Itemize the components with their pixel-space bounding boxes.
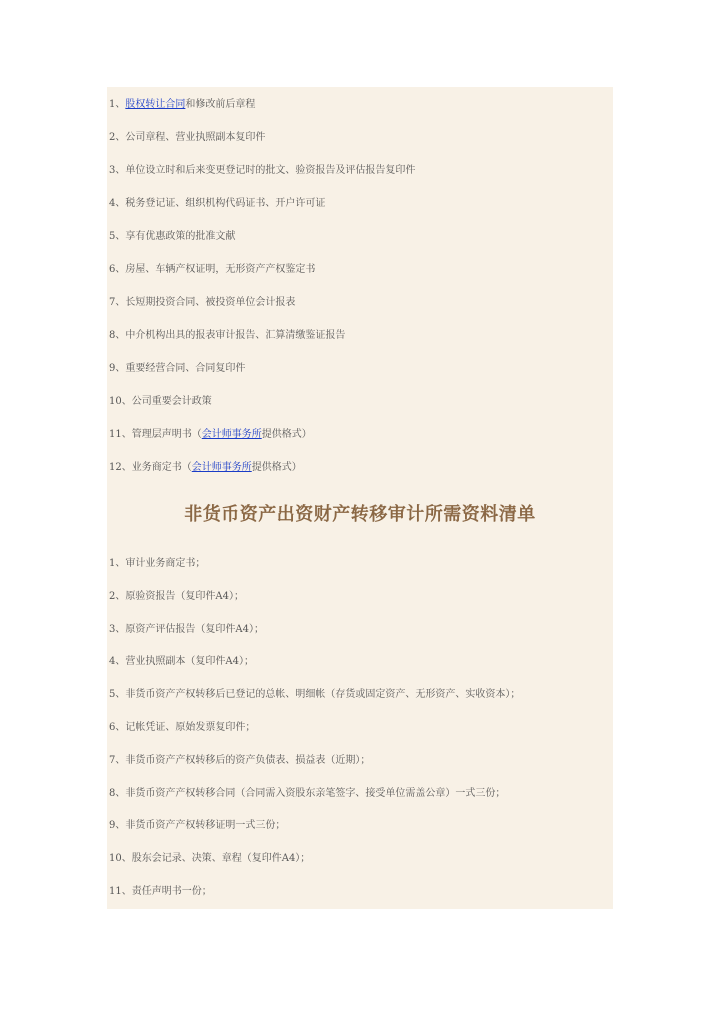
item-text: 提供格式） — [261, 429, 312, 440]
item-text: 12、业务商定书（ — [109, 462, 192, 473]
list-item: 1、审计业务商定书； — [109, 558, 206, 569]
list-item: 9、非货币资产产权转移证明一式三份； — [109, 820, 286, 832]
equity-transfer-contract-link[interactable]: 股权转让合同 — [125, 99, 186, 110]
list-item: 5、享有优惠政策的批准文献 — [109, 231, 236, 242]
list-item: 2、原验资报告（复印件A4）； — [109, 590, 244, 602]
list-item: 8、非货币资产产权转移合同（合同需入资股东亲笔签字、接受单位需盖公章）一式三份； — [109, 787, 506, 799]
list-item: 9、重要经营合同、合同复印件 — [109, 363, 246, 374]
required-documents-list — [107, 88, 613, 484]
audit-materials-list — [107, 548, 613, 909]
list-item: 3、单位设立时和后来变更登记时的批文、验资报告及评估报告复印件 — [109, 165, 416, 176]
list-item: 10、股东会记录、决策、章程（复印件A4）； — [109, 853, 311, 865]
list-item: 3、原资产评估报告（复印件A4）； — [109, 623, 264, 635]
section-heading: 非货币资产出资财产转移审计所需资料清单 — [184, 504, 536, 525]
list-item: 5、非货币资产产权转移后已登记的总帐、明细帐（存货或固定资产、无形资产、实收资本）； — [109, 689, 521, 701]
list-item: 6、记帐凭证、原始发票复印件； — [109, 721, 256, 733]
list-item: 7、非货币资产产权转移后的资产负债表、损益表（近期）； — [109, 754, 371, 766]
list-item: 4、营业执照副本（复印件A4）； — [109, 656, 254, 668]
item-text: 和修改前后章程 — [185, 99, 256, 110]
list-item: 4、税务登记证、组织机构代码证书、开户许可证 — [109, 198, 326, 209]
document-panel — [107, 87, 613, 909]
accounting-firm-link[interactable]: 会计师事务所 — [201, 429, 262, 440]
item-text: 提供格式） — [251, 462, 302, 473]
item-number: 1、 — [109, 99, 126, 110]
list-item: 7、长短期投资合同、被投资单位会计报表 — [109, 297, 296, 308]
list-item: 2、公司章程、营业执照副本复印件 — [109, 132, 266, 143]
list-item: 11、责任声明书一份； — [109, 885, 212, 897]
list-item — [107, 418, 613, 451]
list-item: 10、公司重要会计政策 — [109, 396, 212, 407]
list-item: 8、中介机构出具的报表审计报告、汇算清缴鉴证报告 — [109, 330, 346, 341]
item-text: 11、管理层声明书（ — [109, 429, 202, 440]
accounting-firm-link[interactable]: 会计师事务所 — [191, 462, 252, 473]
list-item — [107, 88, 613, 121]
list-item: 6、房屋、车辆产权证明，无形资产产权鉴定书 — [109, 264, 316, 275]
list-item — [107, 451, 613, 484]
